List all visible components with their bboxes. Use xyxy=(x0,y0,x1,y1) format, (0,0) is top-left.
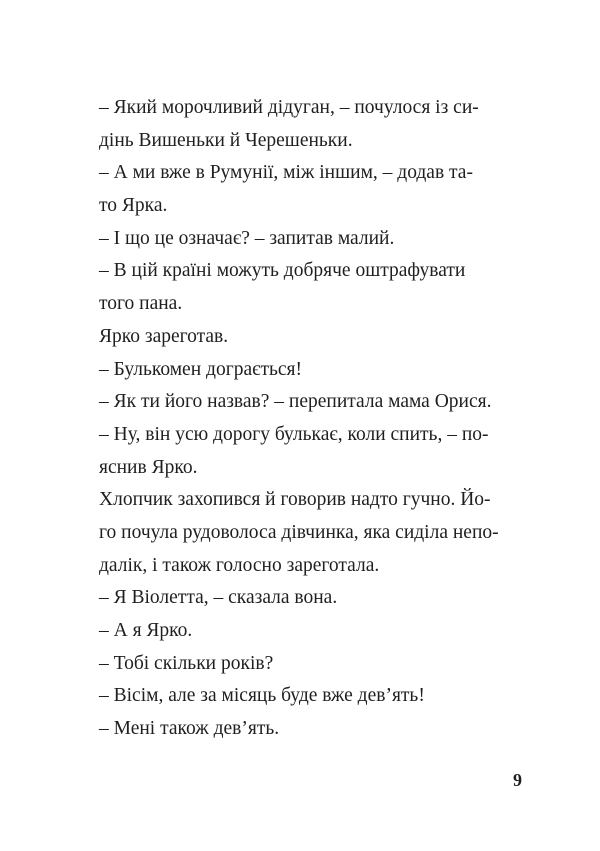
text-line: – Вісім, але за місяць буде вже дев’ять! xyxy=(99,685,425,707)
text-line: то Ярка. xyxy=(99,195,168,217)
page-number: 9 xyxy=(513,770,522,790)
text-line: – В цій країні можуть добряче оштрафувати xyxy=(99,260,466,282)
text-line: го почула рудоволоса дівчинка, яка сиділа непо- xyxy=(99,521,499,543)
text-line: того пана. xyxy=(99,293,183,315)
text-line: – Мені також дев’ять. xyxy=(99,718,280,740)
text-line: Хлопчик захопився й говорив надто гучно. Йо- xyxy=(99,489,491,511)
text-line: дінь Вишеньки й Черешеньки. xyxy=(99,129,353,151)
text-line: – Тобі скільки років? xyxy=(99,652,274,674)
text-line: яснив Ярко. xyxy=(99,456,198,478)
text-line: – Ну, він усю дорогу булькає, коли спить, – по- xyxy=(99,423,489,445)
text-line: – І що це означає? – запитав малий. xyxy=(99,227,395,249)
text-line: – Я Віолетта, – сказала вона. xyxy=(99,587,338,609)
text-line: – Булькомен дограється! xyxy=(99,358,302,380)
text-line: – А ми вже в Румунії, між іншим, – додав та- xyxy=(99,162,473,184)
text-line: – А я Ярко. xyxy=(99,620,193,641)
body-text xyxy=(99,92,529,746)
text-line: – Як ти його назвав? – перепитала мама Орися. xyxy=(99,391,492,413)
text-line: Ярко зареготав. xyxy=(99,325,229,347)
text-line: далік, і також голосно зареготала. xyxy=(99,554,380,576)
text-line: – Який морочливий дідуган, – почулося із си- xyxy=(99,97,479,118)
